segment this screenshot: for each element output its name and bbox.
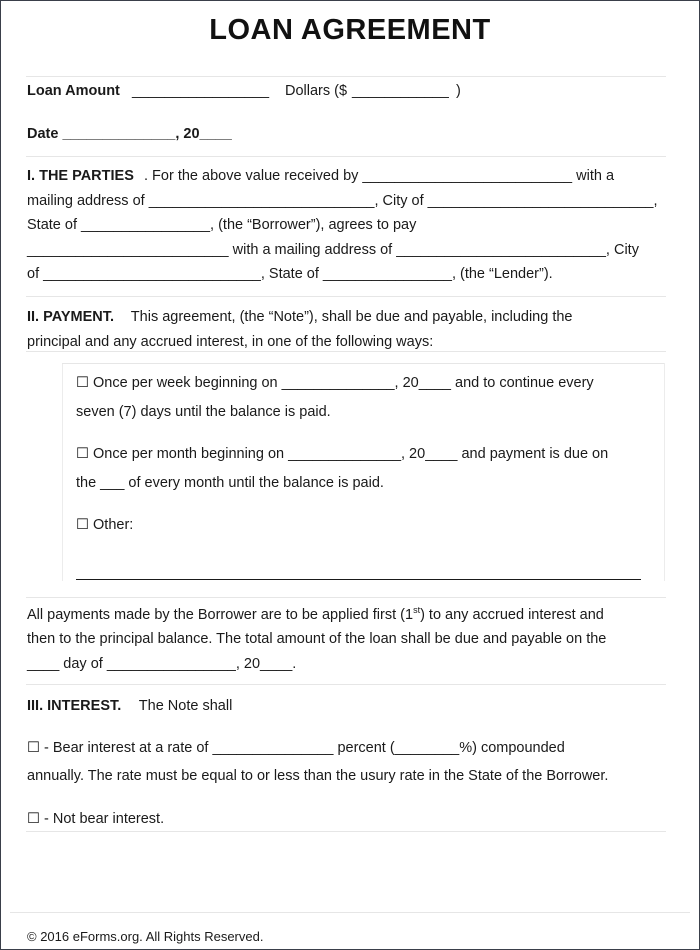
interest-intro: The Note shall <box>131 698 233 714</box>
bear-interest-checkbox[interactable]: ☐ - Bear interest at a rate of _______________ percent (________%) compounded <box>27 740 565 756</box>
parties-line-1: . For the above value received by __________________________ with a <box>144 168 615 184</box>
divider <box>26 831 666 832</box>
divider <box>26 684 666 685</box>
payment-line-1: This agreement, (the “Note”), shall be due and payable, including the <box>123 309 573 325</box>
document-title: LOAN AGREEMENT <box>209 14 491 46</box>
options-box-top <box>62 363 664 364</box>
other-option-blank[interactable] <box>76 579 641 580</box>
weekly-option-checkbox[interactable]: ☐ Once per week beginning on ______________, 20____ and to continue every <box>76 375 594 391</box>
divider <box>26 351 666 352</box>
copyright-footer: © 2016 eForms.org. All Rights Reserved. <box>27 929 264 944</box>
other-option-checkbox[interactable]: ☐ Other: <box>76 517 134 533</box>
options-box-right <box>664 363 665 581</box>
dollars-label: Dollars ($ <box>285 83 348 99</box>
payment-heading: II. PAYMENT. <box>27 309 115 325</box>
no-interest-checkbox[interactable]: ☐ - Not bear interest. <box>27 811 165 827</box>
loan-amount-label: Loan Amount <box>27 83 120 99</box>
parties-line-4: _________________________ with a mailing address of __________________________, City <box>27 242 639 258</box>
divider <box>10 912 690 913</box>
payment-line-2: principal and any accrued interest, in one of the following ways: <box>27 334 434 350</box>
usury-note: annually. The rate must be equal to or less than the usury rate in the State of the Borrower. <box>27 768 609 784</box>
parties-line-5: of ___________________________, State of ________________, (the “Lender”). <box>27 266 553 282</box>
dollars-blank[interactable]: ____________ <box>352 83 449 99</box>
parties-line-3: State of ________________, (the “Borrower”), agrees to pay <box>27 217 417 233</box>
loan-amount-blank[interactable]: _________________ <box>132 83 270 99</box>
divider <box>26 296 666 297</box>
parties-heading: I. THE PARTIES <box>27 168 134 184</box>
divider <box>26 156 666 157</box>
date-line[interactable]: Date ______________, 20____ <box>27 126 232 142</box>
divider <box>26 76 666 77</box>
due-date-line[interactable]: ____ day of ________________, 20____. <box>27 656 297 672</box>
parties-line-2: mailing address of ____________________________, City of ____________________________, <box>27 193 658 209</box>
weekly-option-text: seven (7) days until the balance is paid. <box>76 404 331 420</box>
applied-line-1: All payments made by the Borrower are to be applied first (1st) to any accrued interest and <box>27 605 604 623</box>
dollars-close: ) <box>456 83 461 99</box>
interest-heading: III. INTEREST. <box>27 698 122 714</box>
monthly-option-checkbox[interactable]: ☐ Once per month beginning on ______________, 20____ and payment is due on <box>76 446 609 462</box>
monthly-option-text: the ___ of every month until the balance is paid. <box>76 475 384 491</box>
options-box-left <box>62 363 63 581</box>
divider <box>26 597 666 598</box>
applied-line-2: then to the principal balance. The total amount of the loan shall be due and payable on the <box>27 631 607 647</box>
